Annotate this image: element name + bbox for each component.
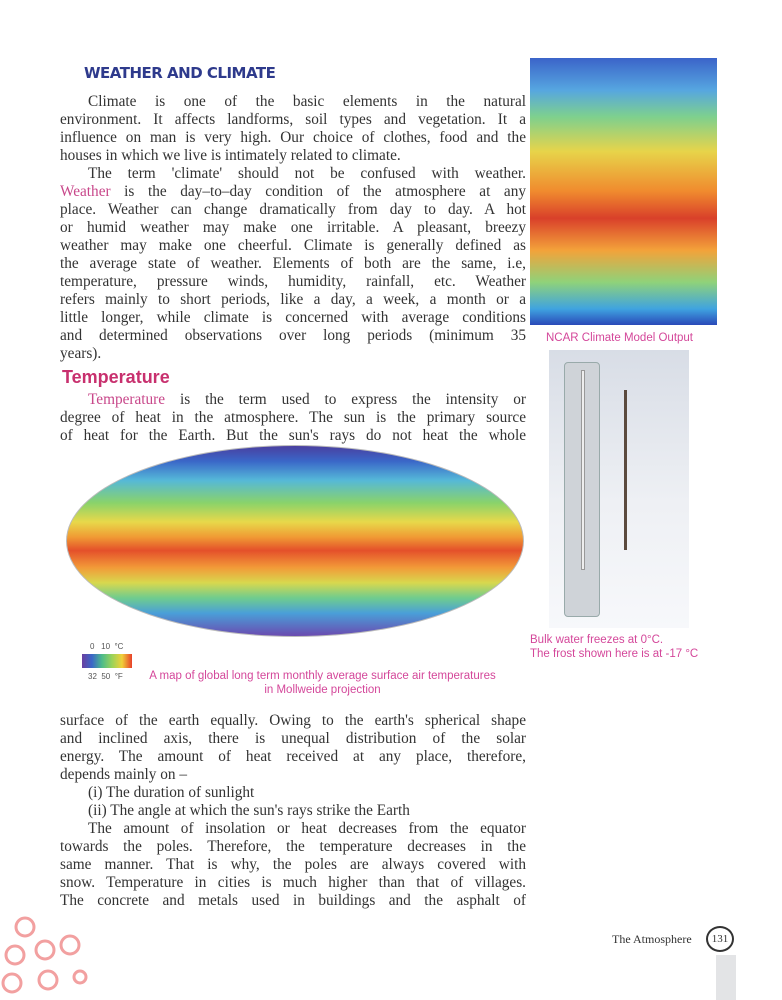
text-line: influence on man is very high. Our choice of clothes, food and the: [60, 129, 526, 146]
decorative-circles-icon: [0, 915, 100, 1000]
text-line: is the term used to express the intensity or: [165, 391, 526, 408]
text-line: degree of heat in the atmosphere. The sun is the primary source: [60, 409, 526, 426]
text-line-weather-definition: [60, 183, 526, 201]
paragraph-temperature: [60, 391, 526, 445]
text-line: depends mainly on –: [60, 766, 188, 783]
text-line: (ii) The angle at which the sun's rays strike the Earth: [88, 802, 410, 819]
text-line: towards the poles. Therefore, the temperature decreases in the: [60, 838, 526, 855]
mollweide-temperature-map: [66, 445, 524, 637]
term-weather: Weather: [60, 183, 111, 200]
paragraph-weather: [60, 165, 526, 363]
section-heading-weather-climate: WEATHER AND CLIMATE: [84, 64, 276, 82]
caption-thermometer: Bulk water freezes at 0°C. The frost shown here is at -17 °C: [530, 634, 699, 660]
text-line: energy. The amount of heat received at any place, therefore,: [60, 748, 526, 765]
text-line: houses in which we live is intimately related to climate.: [60, 147, 401, 164]
text-line: is the day–to–day condition of the atmosphere at any: [110, 183, 526, 200]
text-line: surface of the earth equally. Owing to the earth's spherical shape: [60, 712, 526, 729]
page-tab: [716, 955, 736, 1000]
text-line: years).: [60, 345, 102, 362]
paragraph-heat-distribution: [60, 712, 526, 910]
page-number: 131: [706, 926, 734, 952]
text-line: same manner. That is why, the poles are always covered with: [60, 856, 526, 873]
text-line: environment. It affects landforms, soil types and vegetation. It a: [60, 111, 526, 128]
text-line: The concrete and metals used in buildings and the asphalt of: [60, 892, 526, 909]
thermometer-photo: [549, 350, 689, 628]
caption-climate-model: NCAR Climate Model Output: [546, 332, 693, 344]
text-line: temperature, pressure winds, humidity, rainfall, etc. Weather: [60, 273, 526, 290]
text-line: refers mainly to short periods, like a day, a week, a month or a: [60, 291, 526, 308]
chapter-title: The Atmosphere: [612, 932, 692, 946]
text-line: The term 'climate' should not be confused with weather.: [88, 165, 526, 182]
text-line: snow. Temperature in cities is much higher than that of villages.: [60, 874, 526, 891]
text-line: the average state of weather. Elements of both are the same, i.e,: [60, 255, 526, 272]
caption-map: A map of global long term monthly average surface air temperatures in Mollweide projection: [149, 670, 496, 696]
text-line: Climate is one of the basic elements in the natural: [88, 93, 526, 110]
term-temperature: Temperature: [88, 391, 166, 408]
text-line: weather may make one cheerful. Climate is generally defined as: [60, 237, 526, 254]
text-line: and inclined axis, there is unequal distribution of the solar: [60, 730, 526, 747]
text-line: and determined observations over long periods (minimum 35: [60, 327, 526, 344]
paragraph-climate: [60, 93, 526, 165]
text-line: little longer, while climate is concerned with average conditions: [60, 309, 526, 326]
section-heading-temperature: Temperature: [62, 367, 170, 387]
text-line: or humid weather may make one irritable. A pleasant, breezy: [60, 219, 526, 236]
legend-celsius: 0 10 °C: [90, 642, 124, 651]
text-line: place. Weather can change dramatically from day to day. A hot: [60, 201, 526, 218]
climate-model-image: [530, 58, 717, 325]
text-line: The amount of insolation or heat decreases from the equator: [88, 820, 526, 837]
temperature-legend-bar: [82, 654, 132, 668]
text-line: (i) The duration of sunlight: [88, 784, 255, 801]
legend-fahrenheit: 32 50 °F: [88, 672, 123, 681]
text-line-temperature-definition: [60, 391, 526, 409]
text-line: of heat for the Earth. But the sun's rays do not heat the whole: [60, 427, 526, 444]
